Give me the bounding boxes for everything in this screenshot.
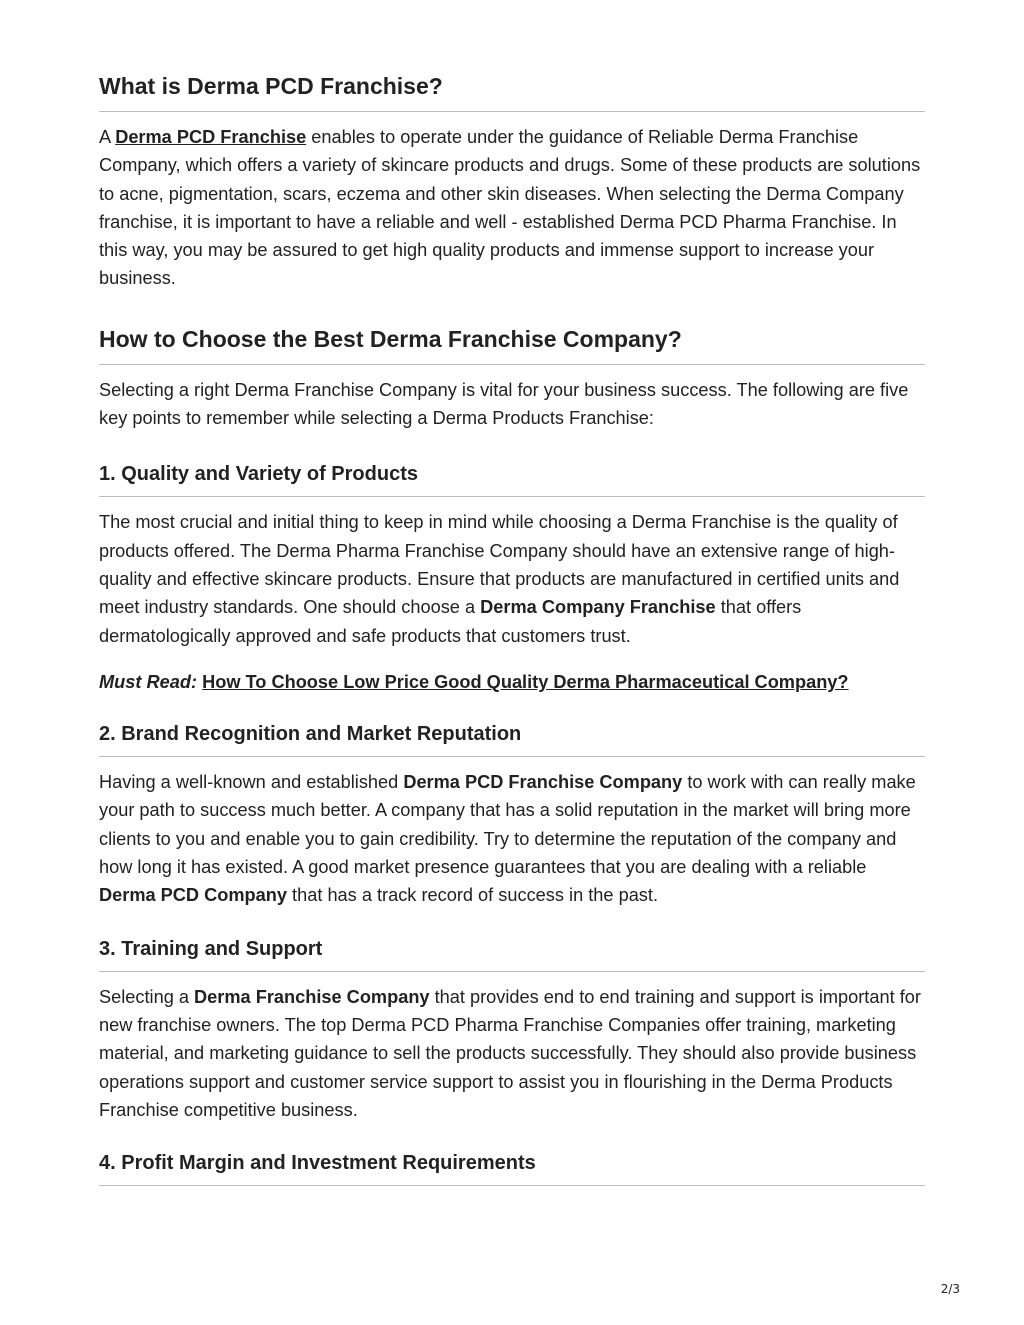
- heading-brand-recognition: 2. Brand Recognition and Market Reputation: [99, 721, 925, 757]
- text-fragment: The most crucial and initial thing to keep in mind while choosing a Derma Franchise is the quality of products offered. The Derma Pharma Franchise Company should have an extensive range of high-quality and effective skincare products. Ensure that products are manufactured in certified units and meet industry standards. One should choose a: [99, 512, 900, 618]
- paragraph-training-and-support: [99, 983, 925, 1124]
- bold-term: Derma Company Franchise: [480, 597, 716, 618]
- heading-training-and-support: 3. Training and Support: [99, 936, 925, 972]
- text-fragment: that offers dermatologically approved and safe products that customers trust.: [99, 597, 802, 646]
- derma-pcd-franchise-link[interactable]: Derma PCD Franchise: [115, 127, 307, 147]
- text-fragment: to work with can really make your path to success much better. A company that has a solid reputation in the market will bring more clients to you and enable you to gain credibility. Try to determine the reputation of the company and how long it has existed. A good market presence guarantees that you are dealing with a reliable: [99, 772, 916, 878]
- paragraph-how-to-choose: Selecting a right Derma Franchise Company is vital for your business success. The following are five key points to remember while selecting a Derma Products Franchise:: [99, 379, 909, 429]
- text-fragment: that has a track record of success in the past.: [287, 885, 659, 906]
- bold-term: Derma Franchise Company: [194, 986, 430, 1007]
- must-read-callout: [99, 668, 925, 696]
- heading-quality-and-variety: 1. Quality and Variety of Products: [99, 461, 925, 497]
- heading-profit-margin: 4. Profit Margin and Investment Requirements: [99, 1150, 925, 1186]
- must-read-label: Must Read:: [99, 671, 198, 692]
- paragraph-quality-and-variety: [99, 508, 925, 649]
- text-fragment: Having a well-known and established: [99, 772, 404, 793]
- paragraph-what-is: [99, 123, 925, 293]
- must-read-link[interactable]: How To Choose Low Price Good Quality Derma Pharmaceutical Company?: [202, 671, 849, 692]
- text-fragment: Selecting a: [99, 986, 195, 1007]
- page-number: 2/3: [940, 1282, 960, 1296]
- text-fragment: that provides end to end training and support is important for new franchise owners. The top Derma PCD Pharma Franchise Companies offer training, marketing material, and marketing guidance to sell the products successfully. They should also provide business operations support and customer service support to assist you in flourishing in the Derma Products Franchise competitive business.: [99, 986, 921, 1120]
- bold-term: Derma PCD Company: [99, 885, 287, 906]
- text-fragment: enables to operate under the guidance of Reliable Derma Franchise Company, which offers a variety of skincare products and drugs. Some of these products are solutions to acne, pigmentation, scars, eczema and other skin diseases. When selecting the Derma Company franchise, it is important to have a reliable and well - established Derma PCD Pharma Franchise. In this way, you may be assured to get high quality products and immense support to increase your business.: [99, 127, 921, 289]
- text-fragment: A: [99, 127, 116, 147]
- bold-term: Derma PCD Franchise Company: [403, 772, 683, 793]
- paragraph-brand-recognition: [99, 768, 925, 909]
- article-content: [99, 60, 925, 1186]
- heading-what-is-derma-pcd-franchise: What is Derma PCD Franchise?: [99, 71, 925, 112]
- heading-how-to-choose: How to Choose the Best Derma Franchise Company?: [99, 324, 925, 365]
